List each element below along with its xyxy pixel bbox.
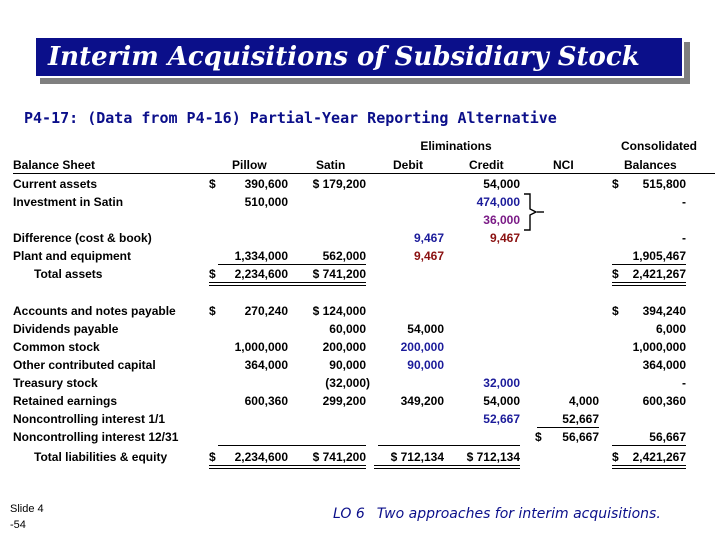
satin-value: $ 741,200 [312, 450, 366, 464]
subtotal-rule [218, 445, 366, 446]
credit-value: 32,000 [483, 376, 520, 390]
row-label: Plant and equipment [13, 249, 132, 263]
credit-value: $ 712,134 [466, 450, 520, 464]
pillow-value: 2,234,600 [234, 267, 288, 281]
header-nci: NCI [553, 158, 574, 172]
satin-value: 90,000 [329, 358, 366, 372]
satin-value: 60,000 [329, 322, 366, 336]
satin-value: 562,000 [322, 249, 366, 263]
consolidated-value: 56,667 [649, 430, 686, 444]
total-double-rule [612, 282, 686, 286]
pillow-dollar: $ [209, 267, 216, 281]
header-satin: Satin [316, 158, 346, 172]
pillow-dollar: $ [209, 450, 216, 464]
pillow-value: 390,600 [244, 177, 288, 191]
pillow-value: 510,000 [244, 195, 288, 209]
consolidated-value: 1,905,467 [632, 249, 686, 263]
consolidated-value: 600,360 [642, 394, 686, 408]
consolidated-value: 6,000 [655, 322, 686, 336]
row-label: Total liabilities & equity [34, 450, 168, 464]
credit-value: 52,667 [483, 412, 520, 426]
satin-value: 200,000 [322, 340, 366, 354]
credit-value: 54,000 [483, 394, 520, 408]
satin-value: 299,200 [322, 394, 366, 408]
footer-text: Two approaches for interim acquisitions. [376, 506, 661, 522]
pillow-value: 600,360 [244, 394, 288, 408]
row-label: Noncontrolling interest 1/1 [13, 412, 166, 426]
row-label: Retained earnings [13, 394, 118, 408]
total-double-rule [209, 282, 366, 286]
learning-objective: LO 6 [333, 506, 365, 522]
header-pillow: Pillow [232, 158, 267, 172]
row-label: Difference (cost & book) [13, 231, 152, 245]
header-debit: Debit [393, 158, 423, 172]
slide-subtitle: P4-17: (Data from P4-16) Partial-Year Reporting Alternative [24, 109, 557, 127]
nci-value: 52,667 [562, 412, 599, 426]
row-label: Total assets [34, 267, 103, 281]
subtotal-rule [612, 445, 686, 446]
slide-number-line1: Slide 4 [10, 503, 44, 515]
pillow-value: 1,000,000 [234, 340, 288, 354]
slide-title: Interim Acquisitions of Subsidiary Stock [48, 42, 640, 72]
nci-value: 56,667 [562, 430, 599, 444]
row-label: Noncontrolling interest 12/31 [13, 430, 179, 444]
nci-value: 4,000 [568, 394, 599, 408]
credit-value: 36,000 [483, 213, 520, 227]
satin-value: $ 179,200 [312, 177, 366, 191]
consolidated-dollar: $ [612, 177, 619, 191]
debit-value: 54,000 [407, 322, 444, 336]
footer [333, 506, 661, 522]
row-label: Common stock [13, 340, 100, 354]
header-balances: Balances [624, 158, 677, 172]
credit-value: 474,000 [476, 195, 520, 209]
debit-value: 200,000 [400, 340, 444, 354]
brace-icon [522, 193, 556, 231]
consolidated-value: 515,800 [642, 177, 686, 191]
row-label: Current assets [13, 177, 98, 191]
pillow-dollar: $ [209, 177, 216, 191]
consolidated-value: 1,000,000 [632, 340, 686, 354]
satin-value: $ 124,000 [312, 304, 366, 318]
total-double-rule [374, 465, 520, 469]
header-balance-sheet: Balance Sheet [13, 158, 96, 172]
header-eliminations: Eliminations [420, 139, 492, 153]
slide-number-line2: -54 [10, 519, 26, 531]
header-consolidated: Consolidated [620, 139, 697, 153]
debit-value: 9,467 [413, 249, 444, 263]
header-underline [13, 173, 715, 174]
consolidated-value: 364,000 [642, 358, 686, 372]
title-bar [34, 36, 684, 78]
consolidated-value: 394,240 [642, 304, 686, 318]
consolidated-dollar: $ [612, 267, 619, 281]
debit-value: 349,200 [400, 394, 444, 408]
credit-value: 9,467 [489, 231, 520, 245]
credit-value: 54,000 [483, 177, 520, 191]
debit-value: 90,000 [407, 358, 444, 372]
satin-value: (32,000) [325, 376, 370, 390]
row-label: Treasury stock [13, 376, 98, 390]
debit-value: 9,467 [413, 231, 444, 245]
nci-dollar: $ [535, 430, 542, 444]
total-double-rule [612, 465, 686, 469]
row-label: Investment in Satin [13, 195, 124, 209]
pillow-value: 270,240 [244, 304, 288, 318]
satin-value: $ 741,200 [312, 267, 366, 281]
subtotal-rule [612, 264, 686, 265]
pillow-value: 364,000 [244, 358, 288, 372]
slide-number [10, 501, 44, 533]
consolidated-value: 2,421,267 [632, 450, 686, 464]
consolidated-value: - [682, 231, 686, 245]
consolidated-value: - [682, 195, 686, 209]
total-double-rule [209, 465, 366, 469]
subtotal-rule [378, 445, 520, 446]
row-label: Dividends payable [13, 322, 119, 336]
pillow-value: 1,334,000 [234, 249, 288, 263]
consolidated-dollar: $ [612, 450, 619, 464]
row-label: Other contributed capital [13, 358, 156, 372]
subtotal-rule [218, 264, 366, 265]
consolidated-value: - [682, 376, 686, 390]
pillow-dollar: $ [209, 304, 216, 318]
header-credit: Credit [469, 158, 504, 172]
consolidated-value: 2,421,267 [632, 267, 686, 281]
debit-value: $ 712,134 [390, 450, 444, 464]
pillow-value: 2,234,600 [234, 450, 288, 464]
consolidated-dollar: $ [612, 304, 619, 318]
nci-subtotal-rule [537, 427, 599, 428]
row-label: Accounts and notes payable [13, 304, 176, 318]
